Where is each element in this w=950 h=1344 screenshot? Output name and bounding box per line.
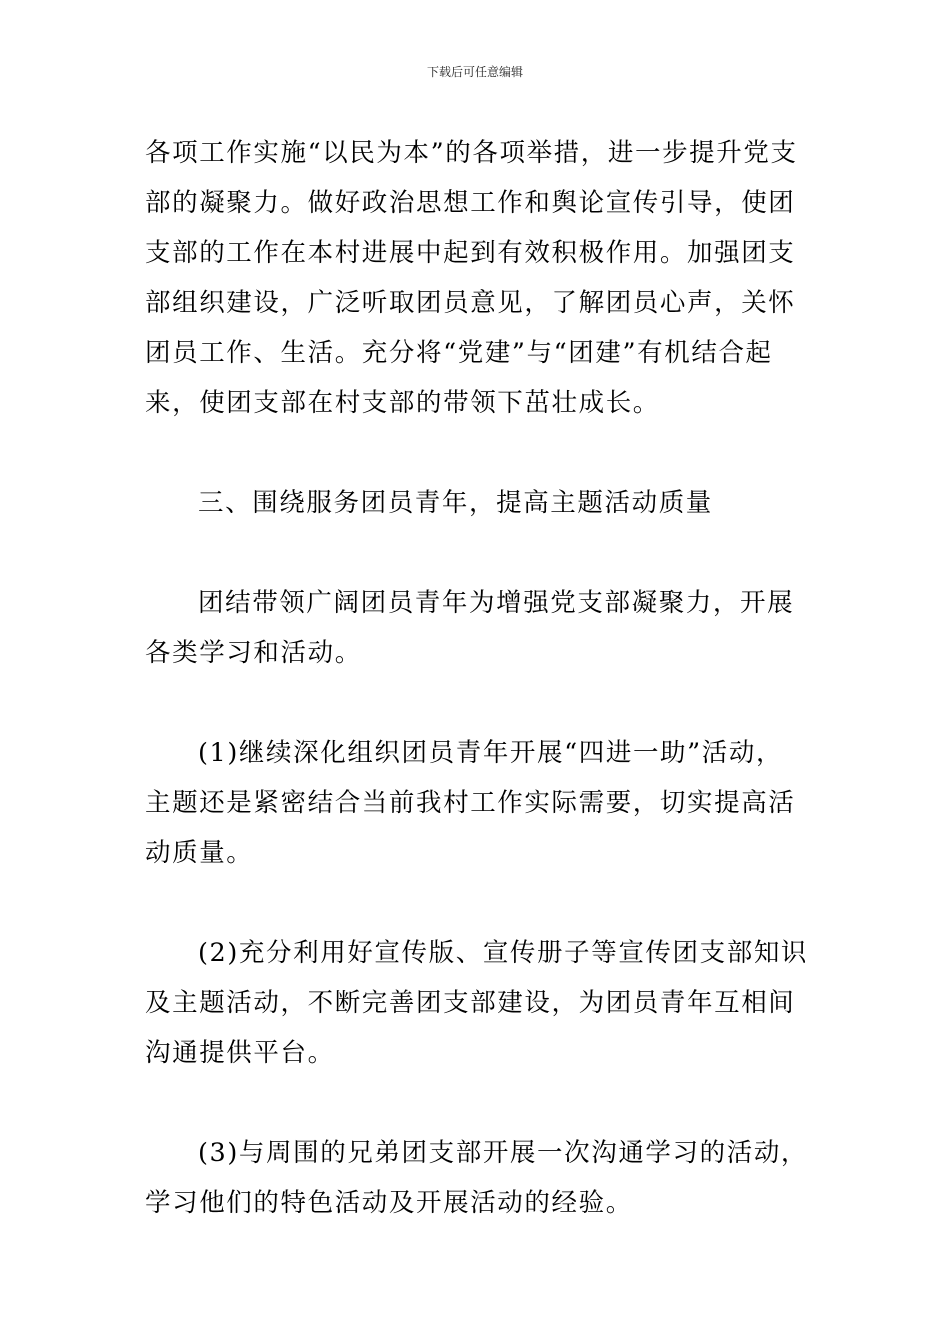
document-body	[145, 128, 810, 1228]
page-header-note: 下载后可任意编辑	[426, 65, 523, 79]
list-item-2: (2)充分利用好宣传版、宣传册子等宣传团支部知识及主题活动，不断完善团支部建设，为团员青年互相间沟通提供平台。	[145, 938, 809, 1068]
list-item-1: (1)继续深化组织团员青年开展“四进一助”活动，主题还是紧密结合当前我村工作实际需要，切实提高活动质量。	[145, 738, 796, 868]
section-heading: 三、围绕服务团员青年，提高主题活动质量	[198, 488, 713, 518]
paragraph-intro: 团结带领广阔团员青年为增强党支部凝聚力，开展各类学习和活动。	[145, 588, 795, 668]
paragraph-continuation: 各项工作实施“以民为本”的各项举措，进一步提升党支部的凝聚力。做好政治思想工作和舆论宣传引导，使团支部的工作在本村进展中起到有效积极作用。加强团支部组织建设，广泛听取团员意见，了解团员心声，关怀团员工作、生活。充分将“党建”与“团建”有机结合起来，使团支部在村支部的带领下茁壮成长。	[145, 138, 798, 418]
list-item-3: (3)与周围的兄弟团支部开展一次沟通学习的活动，学习他们的特色活动及开展活动的经验。	[145, 1138, 809, 1218]
